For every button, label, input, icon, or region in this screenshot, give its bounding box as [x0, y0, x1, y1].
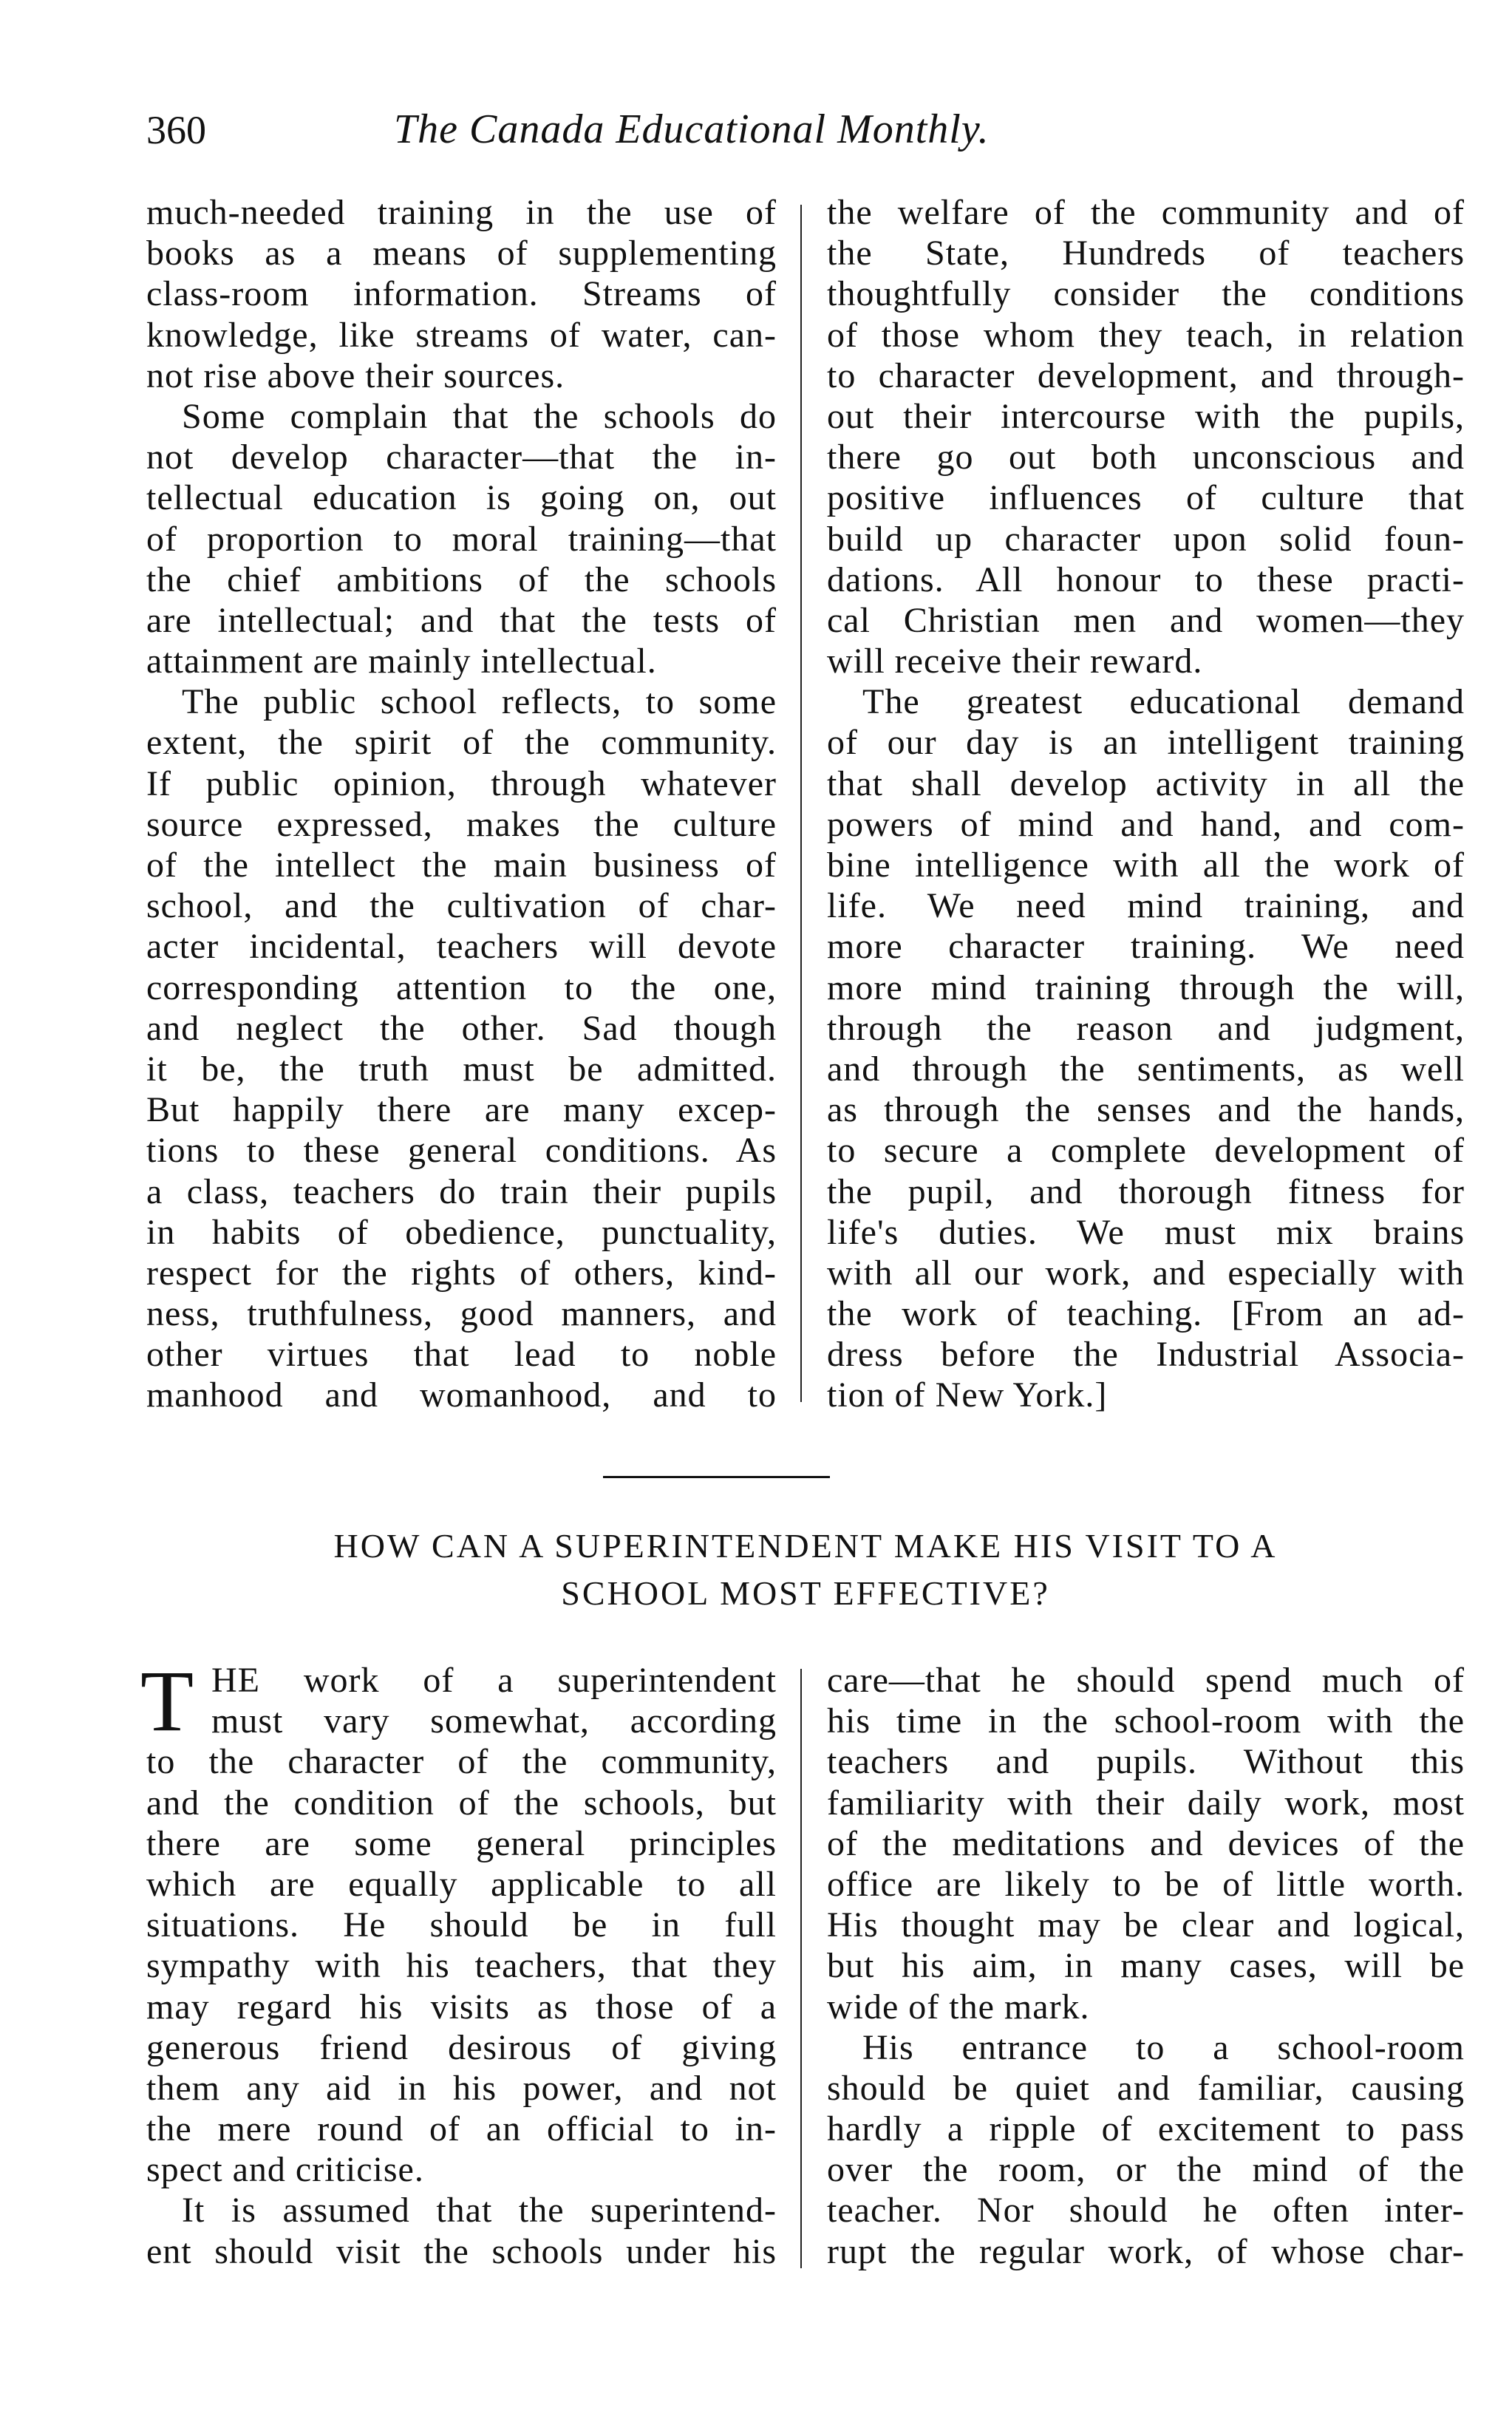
text-line: life. We need mind training, and	[827, 886, 1465, 926]
text-line: class-room information. Streams of	[146, 274, 777, 314]
text-line: But happily there are many excep-	[146, 1090, 777, 1130]
text-line: of our day is an intelligent training	[827, 723, 1465, 763]
text-line: it be, the truth must be admitted.	[146, 1049, 777, 1089]
article-heading-line2: SCHOOL MOST EFFECTIVE?	[561, 1574, 1050, 1612]
text-line: HE work of a superintendent	[211, 1661, 777, 1700]
text-line: of proportion to moral training—that	[146, 519, 777, 559]
running-title: The Canada Educational Monthly.	[394, 106, 990, 152]
text-line: manhood and womanhood, and to	[146, 1375, 777, 1415]
text-line: dations. All honour to these practi-	[827, 559, 1465, 599]
text-line: in habits of obedience, punctuality,	[146, 1212, 777, 1252]
text-line: sympathy with his teachers, that they	[146, 1946, 777, 1986]
text-line: tion of New York.]	[827, 1375, 1108, 1415]
text-line: build up character upon solid foun-	[827, 519, 1465, 559]
text-line: with all our work, and especially with	[827, 1253, 1465, 1293]
text-line: of those whom they teach, in relation	[827, 315, 1465, 355]
text-line: ness, truthfulness, good manners, and	[146, 1294, 777, 1334]
text-line: and the condition of the schools, but	[146, 1783, 777, 1823]
text-line: out their intercourse with the pupils,	[827, 396, 1465, 436]
text-line: the work of teaching. [From an ad-	[827, 1294, 1465, 1334]
text-line: that shall develop activity in all the	[827, 763, 1465, 803]
text-line: will receive their reward.	[827, 642, 1203, 681]
text-line: source expressed, makes the culture	[146, 804, 777, 844]
text-line: wide of the mark.	[827, 1987, 1090, 2027]
text-line: to the character of the community,	[146, 1742, 777, 1782]
text-line: attainment are mainly intellectual.	[146, 642, 657, 681]
text-line: to character development, and through-	[827, 355, 1465, 395]
text-line: other virtues that lead to noble	[146, 1335, 777, 1375]
text-line: through the reason and judgment,	[827, 1008, 1465, 1048]
text-line: as through the senses and the hands,	[827, 1090, 1465, 1130]
text-line: rupt the regular work, of whose char-	[827, 2231, 1465, 2271]
text-line: of the meditations and devices of the	[827, 1823, 1465, 1863]
text-line: life's duties. We must mix brains	[827, 1212, 1465, 1252]
text-line: situations. He should be in full	[146, 1905, 777, 1945]
text-line: respect for the rights of others, kind-	[146, 1253, 777, 1293]
article2-left-column	[146, 1660, 777, 2272]
text-line: school, and the cultivation of char-	[146, 886, 777, 926]
text-line: must vary somewhat, according	[211, 1701, 777, 1741]
text-line: a class, teachers do train their pupils	[146, 1171, 777, 1211]
text-line: his time in the school-room with the	[827, 1701, 1465, 1741]
text-line: corresponding attention to the one,	[146, 967, 777, 1007]
text-line: extent, the spirit of the community.	[146, 723, 777, 763]
article1-left-column	[146, 192, 777, 1416]
article1-right-column	[827, 192, 1465, 1416]
text-line: thoughtfully consider the conditions	[827, 274, 1465, 314]
text-line: the welfare of the community and of	[827, 193, 1465, 232]
text-line: ent should visit the schools under his	[146, 2231, 777, 2271]
text-line: cal Christian men and women—they	[827, 600, 1465, 640]
text-line: bine intelligence with all the work of	[827, 846, 1465, 885]
text-line: positive influences of culture that	[827, 478, 1465, 518]
text-line: should be quiet and familiar, causing	[827, 2068, 1465, 2108]
text-line: not rise above their sources.	[146, 355, 565, 395]
text-line: acter incidental, teachers will devote	[146, 927, 777, 967]
text-line: If public opinion, through whatever	[146, 763, 777, 803]
article-heading-line1: HOW CAN A SUPERINTENDENT MAKE HIS VISIT TO A	[333, 1527, 1278, 1565]
text-line: spect and criticise.	[146, 2150, 424, 2190]
text-line: His entrance to a school-room	[862, 2027, 1465, 2067]
text-line: familiarity with their daily work, most	[827, 1783, 1465, 1823]
text-line: the pupil, and thorough fitness for	[827, 1171, 1465, 1211]
text-line: The greatest educational demand	[862, 682, 1465, 722]
page-number: 360	[146, 108, 206, 152]
text-line: knowledge, like streams of water, can-	[146, 315, 777, 355]
text-line: of the intellect the main business of	[146, 846, 777, 885]
text-line: there go out both unconscious and	[827, 438, 1465, 477]
text-line: It is assumed that the superintend-	[182, 2191, 777, 2231]
text-line: office are likely to be of little worth.	[827, 1864, 1465, 1904]
text-line: more character training. We need	[827, 927, 1465, 967]
column-rule	[800, 1669, 802, 2268]
text-line: are intellectual; and that the tests of	[146, 600, 777, 640]
text-line: the mere round of an official to in-	[146, 2109, 777, 2149]
text-line: tions to these general conditions. As	[146, 1131, 777, 1171]
text-line: to secure a complete development of	[827, 1131, 1465, 1171]
text-line: The public school reflects, to some	[182, 682, 777, 722]
section-divider	[603, 1476, 830, 1478]
text-line: His thought may be clear and logical,	[827, 1905, 1465, 1945]
text-line: hardly a ripple of excitement to pass	[827, 2109, 1465, 2149]
text-line: which are equally applicable to all	[146, 1864, 777, 1904]
text-line: much-needed training in the use of	[146, 193, 777, 232]
text-line: more mind training through the will,	[827, 967, 1465, 1007]
text-line: Some complain that the schools do	[182, 396, 777, 436]
text-line: teachers and pupils. Without this	[827, 1742, 1465, 1782]
text-line: and through the sentiments, as well	[827, 1049, 1465, 1089]
text-line: dress before the Industrial Associa-	[827, 1335, 1465, 1375]
text-line: powers of mind and hand, and com-	[827, 804, 1465, 844]
text-line: books as a means of supplementing	[146, 234, 777, 273]
column-rule	[800, 205, 802, 1402]
text-line: tellectual education is going on, out	[146, 478, 777, 518]
text-line: over the room, or the mind of the	[827, 2150, 1465, 2190]
text-line: but his aim, in many cases, will be	[827, 1946, 1465, 1986]
text-line: the State, Hundreds of teachers	[827, 234, 1465, 273]
article2-right-column	[827, 1660, 1465, 2272]
text-line: them any aid in his power, and not	[146, 2068, 777, 2108]
text-line: not develop character—that the in-	[146, 438, 777, 477]
text-line: generous friend desirous of giving	[146, 2027, 777, 2067]
text-line: teacher. Nor should he often inter-	[827, 2191, 1465, 2231]
drop-cap: T	[140, 1653, 194, 1749]
text-line: may regard his visits as those of a	[146, 1987, 777, 2027]
text-line: care—that he should spend much of	[827, 1661, 1465, 1700]
text-line: and neglect the other. Sad though	[146, 1008, 777, 1048]
text-line: there are some general principles	[146, 1823, 777, 1863]
text-line: the chief ambitions of the schools	[146, 559, 777, 599]
